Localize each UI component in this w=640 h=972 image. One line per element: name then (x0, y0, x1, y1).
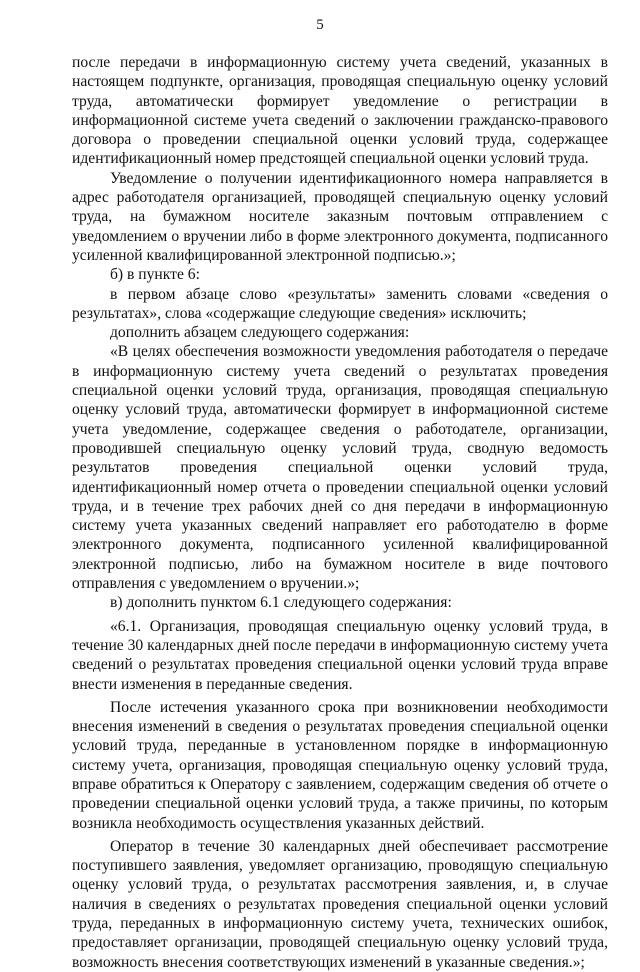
paragraph-employer-notification: «В целях обеспечения возможности уведомления работодателя о передаче в информационную систему учета сведений о результатах проведения специальной оценки условий труда, организация, проводящая специальную оценку условий труда, автоматически формирует в информационной системе учета уведомление, содержащее сведения о работодателе, организации, проводившей специальную оценку условий труда, сводную ведомость результатов проведения специальной оценки условий труда, идентификационный номер отчета о проведении специальной оценки условий труда, и в течение трех рабочих дней со дня передачи в информационную систему учета указанных сведений направляет его работодателю в форме электронного документа, подписанного усиленной квалифицированной электронной подписью, либо на бумажном носителе в виде почтового отправления с уведомлением о вручении.»; (72, 343, 608, 593)
paragraph-item-v: в) дополнить пунктом 6.1 следующего содержания: (110, 594, 452, 612)
paragraph-clause-6-1: «6.1. Организация, проводящая специальную оценку условий труда, в течение 30 календарных дней после передачи в информационную систему учета сведений о результатах проведения специальной оценки условий труда вправе внести изменения в переданные сведения. (72, 617, 608, 693)
paragraph-operator-review: Оператор в течение 30 календарных дней обеспечивает рассмотрение поступившего заявления, уведомляет организацию, проводящую специальную оценку условий труда, о результатах рассмотрения заявления, и, в случае наличия в сведениях о результатах проведения специальной оценки условий труда, переданных в информационную систему учета, технических ошибок, предоставляет организации, проводящей специальную оценку условий труда, возможность внесения соответствующих изменений в указанные сведения.»; (72, 837, 608, 971)
paragraph-notification-delivery: Уведомление о получении идентификационного номера направляется в адрес работодателя организацией, проводящей специальную оценку условий труда, на бумажном носителе заказным почтовым отправлением с уведомлением о вручении либо в форме электронного документа, подписанного усиленной квалифицированной электронной подписью.»; (72, 169, 608, 264)
paragraph-notification-registration: после передачи в информационную систему учета сведений, указанных в настоящем подпункте, организация, проводящая специальную оценку условий труда, автоматически формирует уведомление о регистрации в информационной системе учета сведений о заключении гражданско-правового договора о проведении специальной оценки условий труда, содержащее идентификационный номер предстоящей специальной оценки условий труда. (72, 54, 608, 168)
page-number: 5 (316, 17, 324, 33)
paragraph-add-clause: дополнить абзацем следующего содержания: (110, 324, 410, 342)
paragraph-replace-words: в первом абзаце слово «результаты» заменить словами «сведения о результатах», слова «содержащие следующие сведения» исключить; (72, 285, 608, 322)
paragraph-item-b: б) в пункте 6: (110, 266, 200, 284)
paragraph-after-deadline: После истечения указанного срока при возникновении необходимости внесения изменений в сведения о результатах проведения специальной оценки условий труда, переданные в установленном порядке в информационную систему учета, организация, проводящая специальную оценку условий труда, вправе обратиться к Оператору с заявлением, содержащим сведения об отчете о проведении специальной оценки условий труда, а также причины, по которым возникла необходимость осуществления указанных действий. (72, 698, 608, 832)
document-body (72, 53, 608, 972)
